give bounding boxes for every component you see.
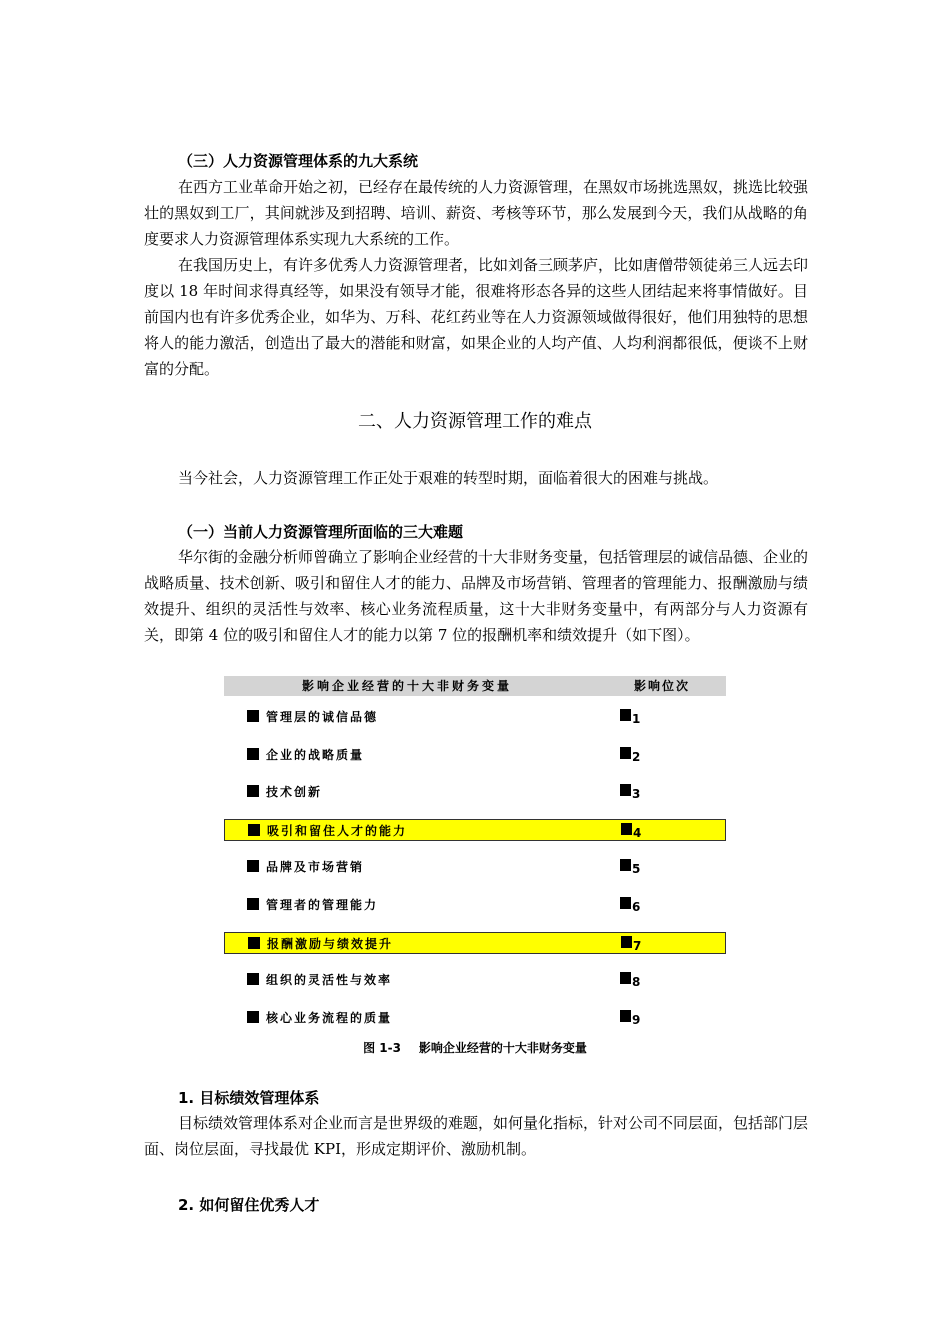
figure-row-label: 管理者的管理能力 xyxy=(266,898,379,912)
bullet-square-icon xyxy=(247,898,259,910)
figure-header-variables: 影响企业经营的十大非财务变量 xyxy=(302,679,513,693)
figure-row-rank: 5 xyxy=(632,862,641,877)
rank-square-icon xyxy=(621,936,632,948)
figure-row xyxy=(224,856,726,878)
paragraph-chinese-history: 在我国历史上，有许多优秀人力资源管理者，比如刘备三顾茅庐，比如唐僧带领徒弟三人远去印度以 18 年时间求得真经等，如果没有领导才能，很难将形态各异的这些人团结起来将事情做好。目前国内也有许多优秀企业，如华为、万科、花红药业等在人力资源领域做得很好，他们用独特的思想将人的能力激活，创造出了最大的潜能和财富，如果企业的人均产值、人均利润都很低，便谈不上财富的分配。 xyxy=(144,256,809,378)
rank-square-icon xyxy=(620,709,631,721)
figure-row xyxy=(224,969,726,991)
figure-row xyxy=(224,1007,726,1029)
bullet-square-icon xyxy=(248,824,260,836)
figure-row xyxy=(224,706,726,728)
rank-square-icon xyxy=(620,747,631,759)
item-heading-performance: 1. 目标绩效管理体系 xyxy=(178,1089,320,1107)
figure-header xyxy=(224,676,726,696)
figure-row-label: 技术创新 xyxy=(266,785,323,800)
item-heading-retain-talent: 2. 如何留住优秀人才 xyxy=(178,1196,320,1214)
figure-row xyxy=(224,744,726,766)
figure-row-rank: 8 xyxy=(632,975,641,990)
rank-square-icon xyxy=(621,823,632,835)
figure-row-label: 核心业务流程的质量 xyxy=(266,1010,393,1025)
figure-caption xyxy=(0,1039,950,1057)
part-title-difficulties: 二、人力资源管理工作的难点 xyxy=(358,411,592,432)
paragraph-western-history: 在西方工业革命开始之初，已经存在最传统的人力资源管理，在黑奴市场挑选黑奴，挑选比较强壮的黑奴到工厂，其间就涉及到招聘、培训、薪资、考核等环节，那么发展到今天，我们从战略的角度要求人力资源管理体系实现九大系统的工作。 xyxy=(144,178,809,248)
figure-caption-text: 影响企业经营的十大非财务变量 xyxy=(418,1041,587,1055)
figure-row xyxy=(224,819,726,841)
figure-row-rank: 2 xyxy=(632,749,641,764)
bullet-square-icon xyxy=(247,1011,259,1023)
figure-row-label: 品牌及市场营销 xyxy=(266,860,365,875)
rank-square-icon xyxy=(620,897,631,909)
figure-caption-number: 图 1-3 xyxy=(363,1041,401,1055)
section-heading-three-problems: （一）当前人力资源管理所面临的三大难题 xyxy=(178,523,464,541)
figure-row-rank: 9 xyxy=(632,1012,641,1027)
rank-square-icon xyxy=(620,1010,631,1022)
paragraph-performance: 目标绩效管理体系对企业而言是世界级的难题，如何量化指标，针对公司不同层面，包括部门层面、岗位层面，寻找最优 KPI，形成定期评价、激励机制。 xyxy=(144,1114,809,1158)
paragraph-intro-difficulties: 当今社会，人力资源管理工作正处于艰难的转型时期，面临着很大的困难与挑战。 xyxy=(178,469,719,487)
paragraph-wall-street: 华尔街的金融分析师曾确立了影响企业经营的十大非财务变量，包括管理层的诚信品德、企业的战略质量、技术创新、吸引和留住人才的能力、品牌及市场营销、管理者的管理能力、报酬激励与绩效提升、组织的灵活性与效率、核心业务流程质量，这十大非财务变量中，有两部分与人力资源有关，即第 4 位的吸引和留住人才的能力以第 7 位的报酬机率和绩效提升（如下图）。 xyxy=(144,548,809,644)
figure-row-rank: 4 xyxy=(633,825,642,840)
figure-row xyxy=(224,894,726,916)
bullet-square-icon xyxy=(247,710,259,722)
rank-square-icon xyxy=(620,859,631,871)
rank-square-icon xyxy=(620,972,631,984)
figure-row-rank: 7 xyxy=(633,938,642,953)
bullet-square-icon xyxy=(247,748,259,760)
rank-square-icon xyxy=(620,784,631,796)
figure-row-rank: 1 xyxy=(632,712,641,726)
figure-row-rank: 6 xyxy=(632,900,641,914)
figure-row xyxy=(224,932,726,954)
figure-header-rank: 影响位次 xyxy=(634,679,691,693)
figure-row-rank: 3 xyxy=(632,787,641,802)
figure-row xyxy=(224,781,726,803)
figure-row-label: 管理层的诚信品德 xyxy=(266,710,379,724)
bullet-square-icon xyxy=(247,785,259,797)
bullet-square-icon xyxy=(248,937,260,949)
figure-row-label: 吸引和留住人才的能力 xyxy=(267,823,408,838)
bullet-square-icon xyxy=(247,860,259,872)
figure-row-label: 报酬激励与绩效提升 xyxy=(267,936,394,951)
section-heading-nine-systems: （三）人力资源管理体系的九大系统 xyxy=(178,152,419,170)
figure-row-label: 企业的战略质量 xyxy=(266,747,365,762)
bullet-square-icon xyxy=(247,973,259,985)
figure-ten-variables xyxy=(224,676,728,1032)
figure-row-label: 组织的灵活性与效率 xyxy=(266,973,393,988)
